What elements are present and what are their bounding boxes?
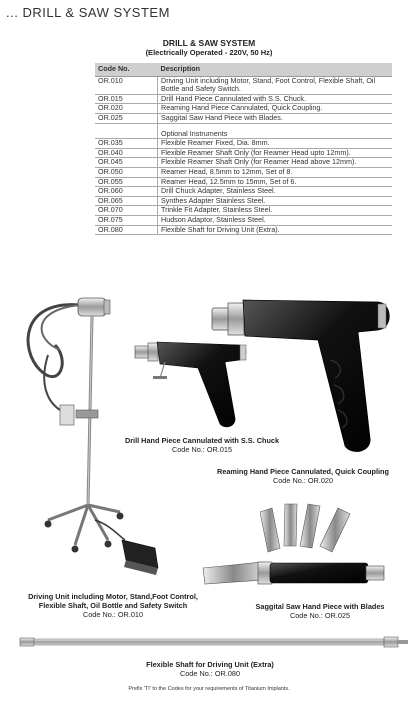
driving-unit-caption bbox=[8, 592, 218, 619]
code-cell: OR.050 bbox=[95, 167, 158, 177]
caption-code: Code No.: OR.020 bbox=[272, 476, 334, 485]
caption-code: Code No.: OR.025 bbox=[289, 611, 351, 620]
saggital-saw-illustration bbox=[203, 562, 384, 584]
titanium-footnote: Prefix 'TI' to the Codes for your requirements of Titanium Implants. bbox=[128, 686, 290, 692]
code-cell: OR.065 bbox=[95, 196, 158, 206]
description-cell: Drill Hand Piece Cannulated with S.S. Chuck. bbox=[158, 94, 393, 104]
description-cell: Reaming Hand Piece Cannulated, Quick Coupling. bbox=[158, 104, 393, 114]
code-cell: OR.015 bbox=[95, 94, 158, 104]
saw-caption bbox=[225, 602, 415, 620]
flexible-shaft-caption bbox=[110, 660, 310, 678]
caption-code: Code No.: OR.080 bbox=[179, 669, 241, 678]
caption-title: Flexible Shaft for Driving Unit (Extra) bbox=[146, 660, 274, 669]
code-cell: OR.045 bbox=[95, 158, 158, 168]
description-cell: Reamer Head, 8.5mm to 12mm, Set of 8. bbox=[158, 167, 393, 177]
description-cell: Flexible Reamer Shaft Only (for Reamer Head upto 12mm). bbox=[158, 148, 393, 158]
description-cell: Flexible Shaft for Driving Unit (Extra). bbox=[158, 225, 393, 235]
description-cell: Driving Unit including Motor, Stand, Foot Control, Flexible Shaft, Oil Bottle and Safety Switch. bbox=[158, 76, 393, 94]
caption-title: Drill Hand Piece Cannulated with S.S. Chuck bbox=[124, 436, 280, 445]
code-cell: OR.060 bbox=[95, 187, 158, 197]
code-cell: OR.020 bbox=[95, 104, 158, 114]
code-cell: OR.025 bbox=[95, 113, 158, 123]
reaming-hand-piece-illustration bbox=[212, 300, 389, 452]
saw-blades-illustration bbox=[260, 504, 350, 552]
description-cell: Hudson Adaptor, Stainless Steel. bbox=[158, 215, 393, 225]
drill-caption bbox=[112, 436, 292, 454]
section-heading: DRILL & SAW SYSTEM bbox=[162, 38, 256, 48]
drill-hand-piece-illustration bbox=[135, 342, 246, 427]
description-cell: Flexible Reamer Fixed, Dia. 8mm. bbox=[158, 139, 393, 149]
code-cell: OR.035 bbox=[95, 139, 158, 149]
description-cell: Synthes Adapter Stainless Steel. bbox=[158, 196, 393, 206]
caption-title: Saggital Saw Hand Piece with Blades bbox=[255, 602, 385, 611]
caption-title: Driving Unit including Motor, Stand,Foot Control, bbox=[28, 592, 198, 601]
column-header-description: Description bbox=[158, 63, 393, 76]
section-subheading: (Electrically Operated - 220V, 50 Hz) bbox=[145, 48, 273, 57]
description-cell: Saggital Saw Hand Piece with Blades. bbox=[158, 113, 393, 123]
description-cell: Flexible Reamer Shaft Only (for Reamer Head above 12mm). bbox=[158, 158, 393, 168]
description-cell: Drill Chuck Adapter, Stainless Steel. bbox=[158, 187, 393, 197]
code-cell: OR.075 bbox=[95, 215, 158, 225]
caption-title: Reaming Hand Piece Cannulated, Quick Coupling bbox=[217, 467, 389, 476]
code-cell: OR.010 bbox=[95, 76, 158, 94]
optional-instruments-label: Optional Instruments bbox=[158, 123, 393, 139]
caption-title-line2: Flexible Shaft, Oil Bottle and Safety Switch bbox=[38, 601, 188, 610]
caption-code: Code No.: OR.015 bbox=[171, 445, 233, 454]
page-title: ... DRILL & SAW SYSTEM bbox=[6, 5, 170, 20]
code-cell: OR.080 bbox=[95, 225, 158, 235]
column-header-code: Code No. bbox=[95, 63, 158, 76]
description-cell: Trinkle Fit Adapter, Stainless Steel. bbox=[158, 206, 393, 216]
code-cell: OR.070 bbox=[95, 206, 158, 216]
reaming-caption bbox=[188, 467, 418, 485]
code-cell: OR.055 bbox=[95, 177, 158, 187]
description-cell: Reamer Head, 12.5mm to 15mm, Set of 6. bbox=[158, 177, 393, 187]
caption-code: Code No.: OR.010 bbox=[82, 610, 144, 619]
flexible-shaft-illustration bbox=[20, 637, 408, 647]
code-cell: OR.040 bbox=[95, 148, 158, 158]
